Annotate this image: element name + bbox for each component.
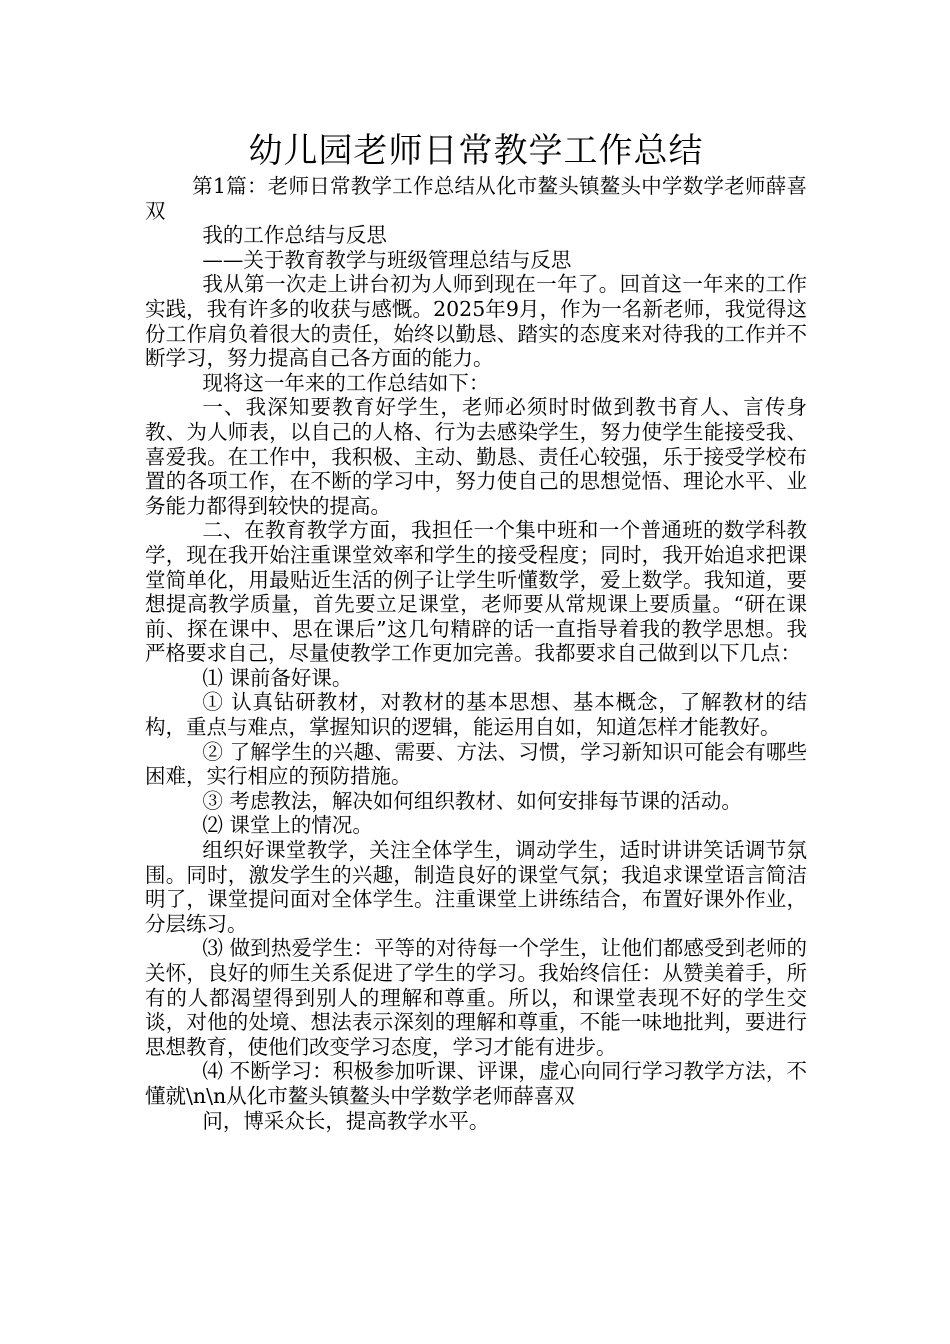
paragraph-subitem-1: ① 认真钻研教材，对教材的基本思想、基本概念，了解教材的结构，重点与难点，掌握知识的逻辑，能运用自如，知道怎样才能教好。 [145, 690, 807, 740]
paragraph-subtitle-2: ——关于教育教学与班级管理总结与反思 [202, 247, 572, 272]
paragraph-item-1: ⑴ 课前备好课。 [202, 665, 353, 690]
paragraph-section-2: 二、在教育教学方面，我担任一个集中班和一个普通班的数学科教学，现在我开始注重课堂效率和学生的接受程度；同时，我开始追求把课堂简单化，用最贴近生活的例子让学生听懂数学，爱上数学。我知道，要想提高教学质量，首先要立足课堂，老师要从常规课上要质量。“研在课前、探在课中、思在课后”这几句精辟的话一直指导着我的教学思想。我严格要求自己，尽量使教学工作更加完善。我都要求自己做到以下几点： [145, 518, 807, 666]
document-title: 幼儿园老师日常教学工作总结 [248, 131, 704, 171]
paragraph-item-2: ⑵ 课堂上的情况。 [202, 813, 373, 838]
document-body [145, 174, 807, 1133]
document-page [145, 128, 807, 1133]
paragraph-heading: 第1篇：老师日常教学工作总结从化市鳌头镇鳌头中学数学老师薛喜双 [145, 174, 807, 223]
paragraph-closing: 问，博采众长，提高教学水平。 [202, 1108, 490, 1133]
paragraph-intro: 我从第一次走上讲台初为人师到现在一年了。回首这一年来的工作实践，我有许多的收获与感慨。2025年9月，作为一名新老师，我觉得这份工作肩负着很大的责任，始终以勤恳、踏实的态度来对待我的工作并不断学习，努力提高自己各方面的能力。 [145, 272, 807, 371]
paragraph-subitem-2: ② 了解学生的兴趣、需要、方法、习惯，学习新知识可能会有哪些困难，实行相应的预防措施。 [145, 739, 807, 789]
paragraph-summary-lead: 现将这一年来的工作总结如下： [202, 370, 490, 395]
paragraph-item-3: ⑶ 做到热爱学生：平等的对待每一个学生，让他们都感受到老师的关怀，良好的师生关系促进了学生的学习。我始终信任：从赞美着手，所有的人都渴望得到别人的理解和尊重。所以，和课堂表现不好的学生交谈，对他的处境、想法表示深刻的理解和尊重，不能一味地批判，要进行思想教育，使他们改变学习态度，学习才能有进步。 [145, 936, 807, 1059]
paragraph-item-4: ⑷ 不断学习：积极参加听课、评课，虚心向同行学习教学方法，不懂就\n\n从化市鳌头镇鳌头中学数学老师薛喜双 [145, 1059, 807, 1108]
paragraph-subitem-3: ③ 考虑教法，解决如何组织教材、如何安排每节课的活动。 [202, 788, 742, 813]
paragraph-subtitle: 我的工作总结与反思 [202, 223, 387, 248]
paragraph-classroom: 组织好课堂教学，关注全体学生，调动学生，适时讲讲笑话调节氛围。同时，激发学生的兴趣，制造良好的课堂气氛；我追求课堂语言简洁明了，课堂提问面对全体学生。注重课堂上讲练结合，布置好课外作业，分层练习。 [145, 838, 807, 936]
paragraph-section-1: 一、我深知要教育好学生，老师必须时时做到教书育人、言传身教、为人师表，以自己的人格、行为去感染学生，努力使学生能接受我、喜爱我。在工作中，我积极、主动、勤恳、责任心较强，乐于接受学校布置的各项工作，在不断的学习中，努力使自己的思想觉悟、理论水平、业务能力都得到较快的提高。 [145, 395, 807, 518]
